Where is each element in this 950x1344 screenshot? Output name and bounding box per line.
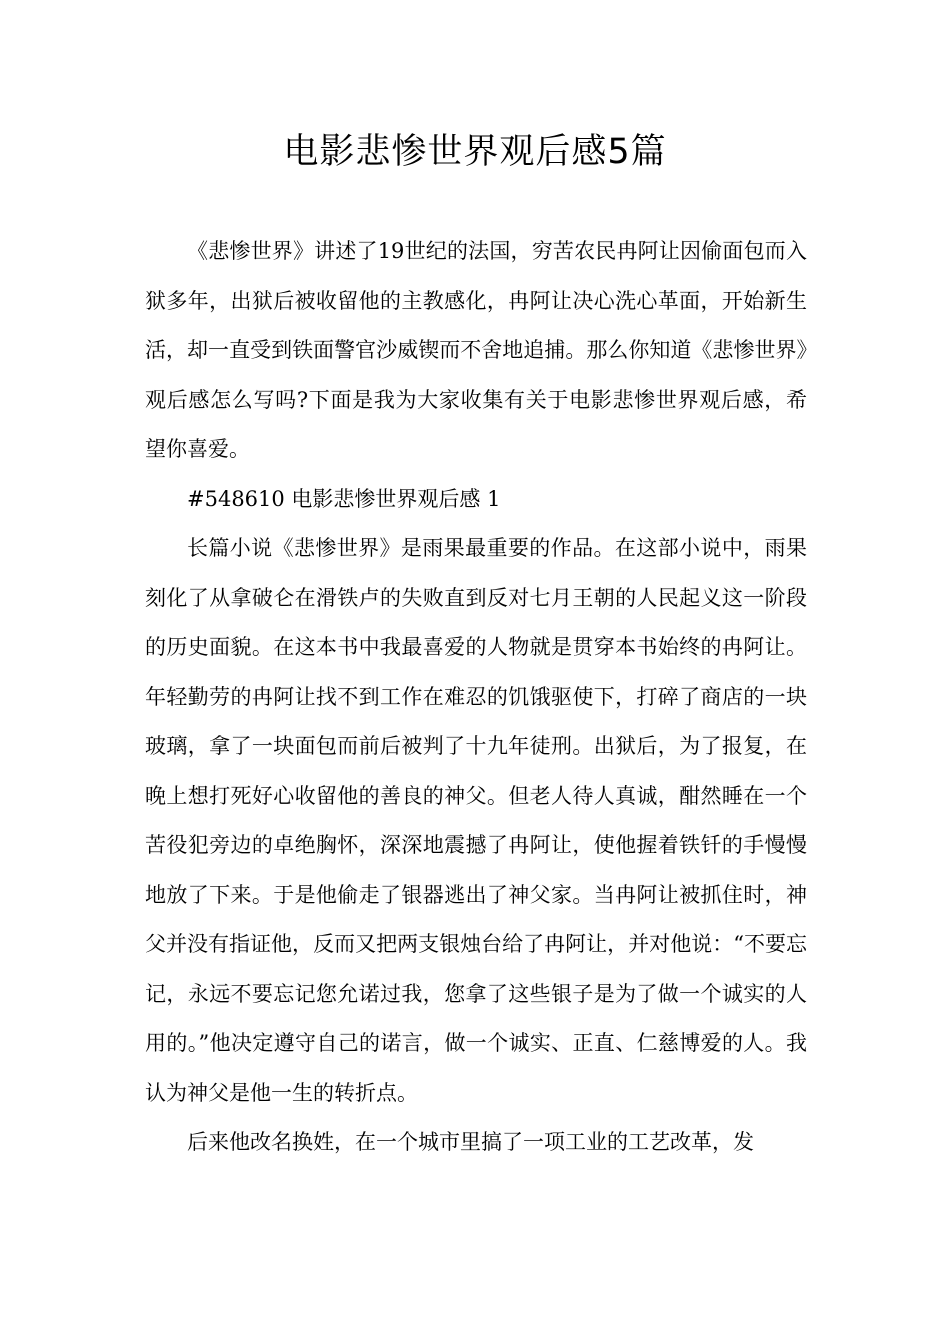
section-heading: #548610 电影悲惨世界观后感 1	[187, 486, 501, 511]
document-body	[145, 227, 807, 1168]
body-paragraph-1: 长篇小说《悲惨世界》是雨果最重要的作品。在这部小说中，雨果刻化了从拿破仑在滑铁卢的失败直到反对七月王朝的人民起义这一阶段的历史面貌。在这本书中我最喜爱的人物就是贯穿本书始终的冉阿让。年轻勤劳的冉阿让找不到工作在难忍的饥饿驱使下，打碎了商店的一块玻璃，拿了一块面包而前后被判了十九年徒刑。出狱后，为了报复，在晚上想打死好心收留他的善良的神父。但老人待人真诚，酣然睡在一个苦役犯旁边的卓绝胸怀，深深地震撼了冉阿让，使他握着铁钎的手慢慢地放了下来。于是他偷走了银器逃出了神父家。当冉阿让被抓住时，神父并没有指证他，反而又把两支银烛台给了冉阿让，并对他说：“不要忘记，永远不要忘记您允诺过我，您拿了这些银子是为了做一个诚实的人用的。”他决定遵守自己的诺言，做一个诚实、正直、仁慈博爱的人。我认为神父是他一生的转折点。	[145, 536, 807, 1105]
intro-paragraph: 《悲惨世界》讲述了19世纪的法国，穷苦农民冉阿让因偷面包而入狱多年，出狱后被收留他的主教感化，冉阿让决心洗心革面，开始新生活，却一直受到铁面警官沙威锲而不舍地追捕。那么你知道《悲惨世界》观后感怎么写吗?下面是我为大家收集有关于电影悲惨世界观后感，希望你喜爱。	[145, 239, 807, 461]
document-title: 电影悲惨世界观后感5篇	[283, 132, 667, 172]
body-paragraph-2: 后来他改名换姓，在一个城市里搞了一项工业的工艺改革，发	[187, 1130, 754, 1154]
